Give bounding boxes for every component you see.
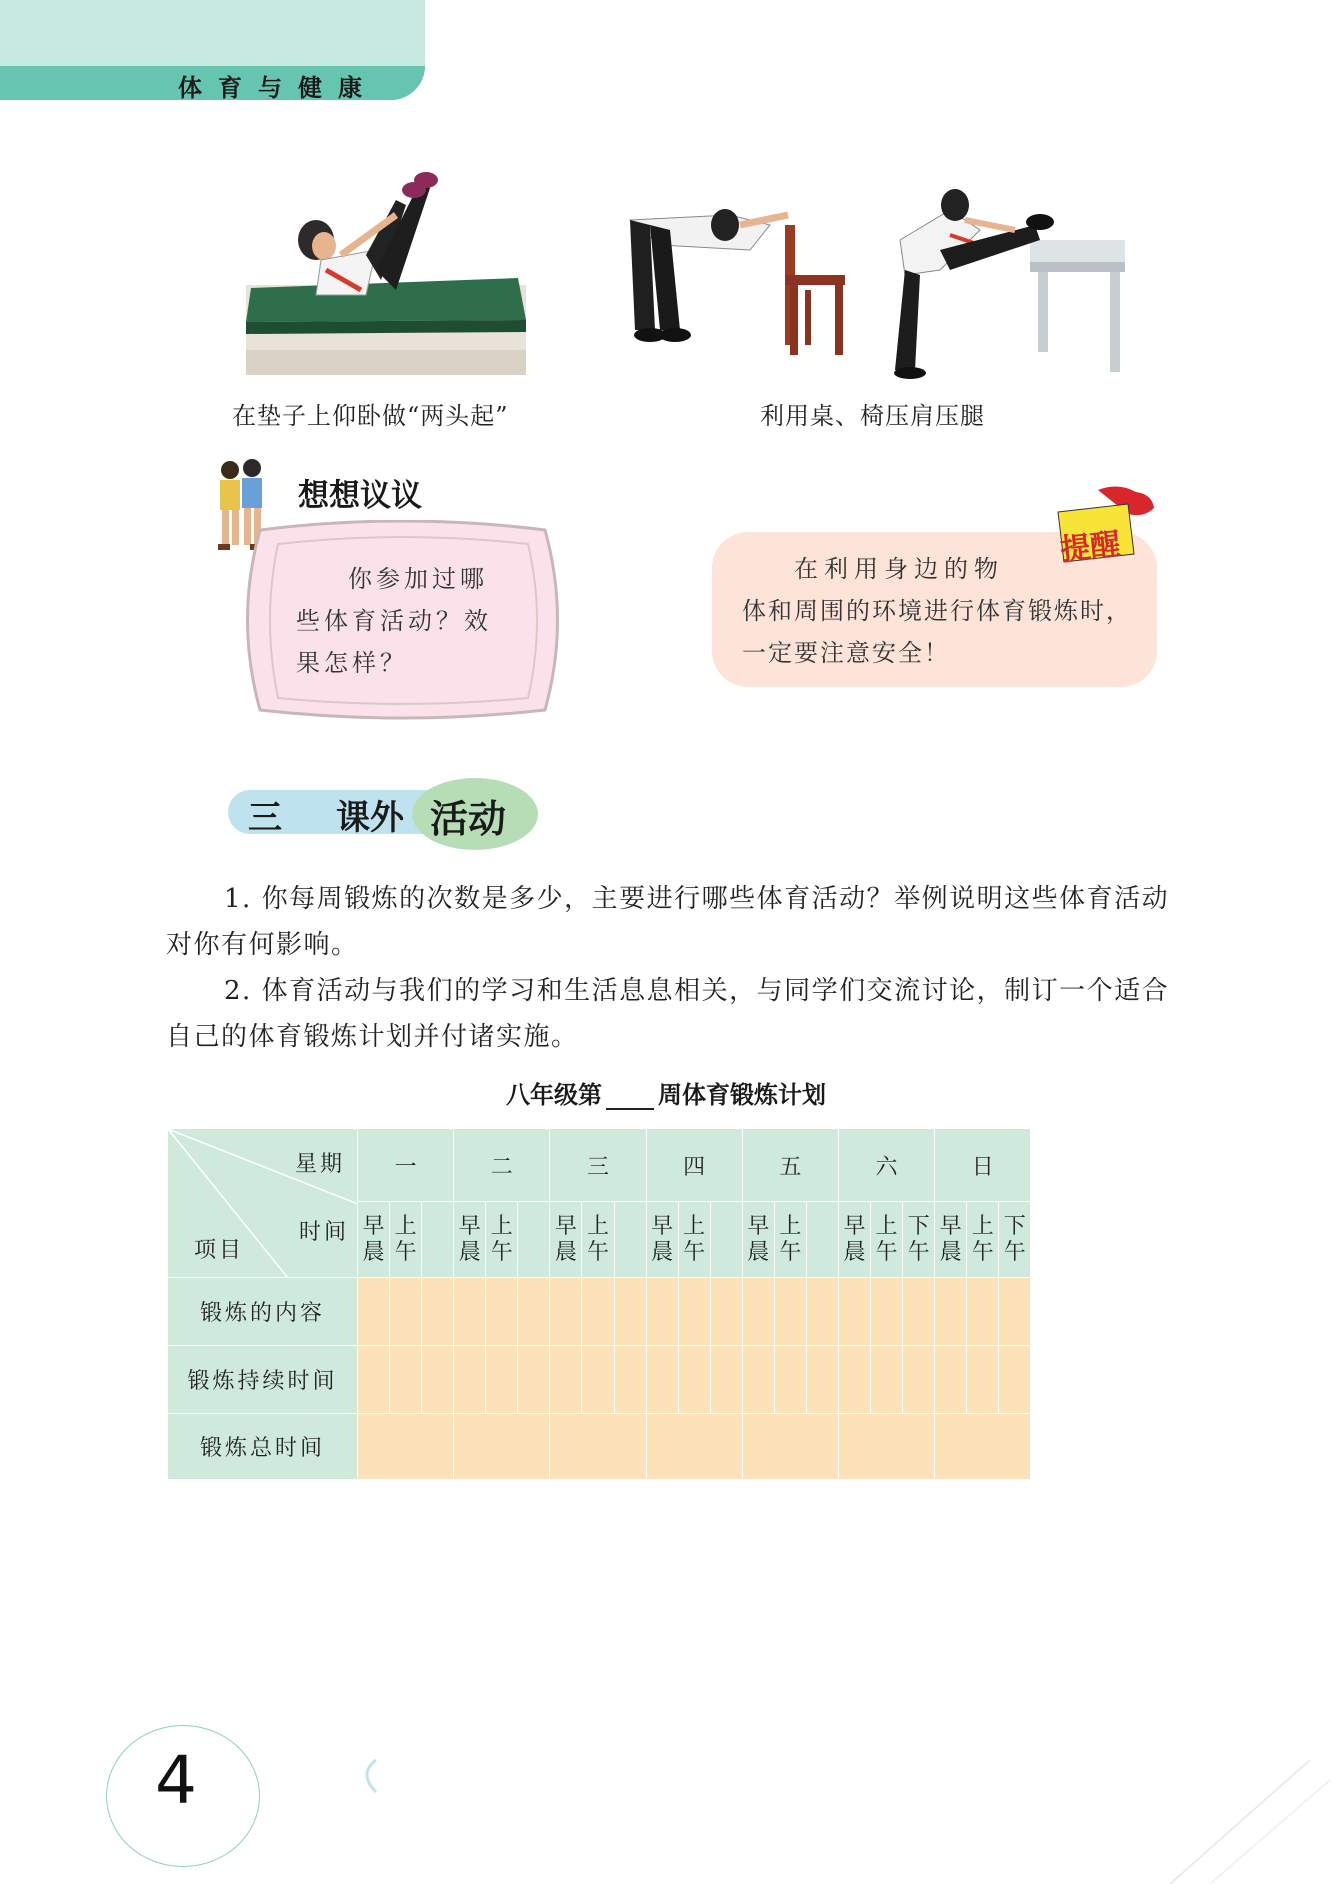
plan-cell[interactable] [550,1278,582,1346]
week-blank [606,1086,654,1110]
plan-cell[interactable] [935,1414,1031,1480]
plan-cell[interactable] [903,1346,935,1414]
plan-cell[interactable] [358,1346,390,1414]
plan-cell[interactable] [454,1414,550,1480]
plan-cell[interactable] [646,1346,678,1414]
slot-empty [710,1202,742,1278]
slot-early: 早 晨 [550,1202,582,1278]
think-title: 想想议议 [298,478,422,514]
plan-cell[interactable] [678,1346,710,1414]
plan-cell[interactable] [742,1346,774,1414]
slot-empty [806,1202,838,1278]
slot-empty [518,1202,550,1278]
plan-cell[interactable] [550,1414,646,1480]
slot-morning: 上 午 [486,1202,518,1278]
plan-cell[interactable] [903,1278,935,1346]
table-row [168,1346,1192,1414]
corner-time: 时间 [298,1220,349,1245]
plan-cell[interactable] [935,1278,967,1346]
row-label: 锻炼总时间 [168,1414,358,1480]
remind-line-1: 在利用身边的物 [794,555,1004,583]
page-number: 4 [155,1742,197,1819]
plan-cell[interactable] [454,1346,486,1414]
plan-cell[interactable] [646,1278,678,1346]
slot-morning: 上 午 [582,1202,614,1278]
remind-line-2: 体和周围的环境进行体育锻炼时，一定要注意安全！ [742,597,1132,667]
plan-cell[interactable] [967,1278,999,1346]
plan-cell[interactable] [614,1346,646,1414]
slot-early: 早 晨 [838,1202,870,1278]
day-header: 三 [550,1129,646,1202]
slot-morning: 上 午 [774,1202,806,1278]
plan-cell[interactable] [871,1278,903,1346]
corner-weekday: 星期 [294,1152,345,1177]
plan-cell[interactable] [550,1346,582,1414]
stretch-caption: 利用桌、椅压肩压腿 [760,402,985,430]
slot-afternoon: 下 午 [903,1202,935,1278]
day-header: 六 [838,1129,934,1202]
slot-empty [422,1202,454,1278]
plan-cell[interactable] [678,1278,710,1346]
decorative-corner-lines [1170,1750,1330,1884]
day-header: 二 [454,1129,550,1202]
section-number: 三 [248,798,282,838]
plan-cell[interactable] [742,1278,774,1346]
plan-cell[interactable] [358,1278,390,1346]
table-row [168,1278,1192,1346]
plan-cell[interactable] [390,1278,422,1346]
corner-item: 项目 [194,1238,245,1263]
plan-cell[interactable] [871,1346,903,1414]
plan-cell[interactable] [390,1346,422,1414]
situp-photo [246,160,531,375]
stretch-photo [620,180,1130,380]
plan-cell[interactable] [582,1278,614,1346]
plan-cell[interactable] [422,1278,454,1346]
plan-cell[interactable] [710,1346,742,1414]
slot-morning: 上 午 [871,1202,903,1278]
plan-cell[interactable] [999,1278,1031,1346]
plan-cell[interactable] [518,1278,550,1346]
row-label: 锻炼持续时间 [168,1346,358,1414]
table-row [168,1414,1192,1480]
day-header: 日 [935,1129,1031,1202]
plan-cell[interactable] [774,1346,806,1414]
slot-morning: 上 午 [390,1202,422,1278]
plan-cell[interactable] [358,1414,454,1480]
situp-caption: 在垫子上仰卧做“两头起” [232,402,509,430]
slot-empty [614,1202,646,1278]
plan-cell[interactable] [742,1414,838,1480]
slot-morning: 上 午 [678,1202,710,1278]
plan-cell[interactable] [646,1414,742,1480]
plan-cell[interactable] [486,1346,518,1414]
slot-early: 早 晨 [742,1202,774,1278]
plan-cell[interactable] [999,1346,1031,1414]
plan-cell[interactable] [710,1278,742,1346]
day-header: 五 [742,1129,838,1202]
section-title-b: 活动 [430,797,507,841]
plan-cell[interactable] [582,1346,614,1414]
paragraph-1: 1. 你每周锻炼的次数是多少，主要进行哪些体育活动？举例说明这些体育活动对你有何影响。 [166,884,1170,960]
plan-cell[interactable] [967,1346,999,1414]
table-title-pre: 八年级第 [506,1081,602,1109]
slot-afternoon: 下 午 [999,1202,1031,1278]
plan-cell[interactable] [486,1278,518,1346]
table-title [0,1075,1332,1110]
plan-cell[interactable] [806,1278,838,1346]
remind-badge-label: 提醒 [1058,526,1123,569]
day-header: 四 [646,1129,742,1202]
plan-cell[interactable] [774,1278,806,1346]
book-title: 体育与健康 [178,74,378,102]
slot-morning: 上 午 [967,1202,999,1278]
plan-cell[interactable] [806,1346,838,1414]
plan-cell[interactable] [838,1414,934,1480]
table-title-post: 周体育锻炼计划 [658,1081,826,1109]
slot-early: 早 晨 [454,1202,486,1278]
section-title-a: 课外 [336,798,404,838]
plan-cell[interactable] [838,1278,870,1346]
think-text: 你参加过哪些体育活动？效果怎样？ [296,565,492,677]
row-label: 锻炼的内容 [168,1278,358,1346]
plan-table [167,1128,1192,1480]
plan-cell[interactable] [518,1346,550,1414]
slot-early: 早 晨 [935,1202,967,1278]
plan-cell[interactable] [614,1278,646,1346]
remind-text [742,548,1142,674]
plan-cell[interactable] [838,1346,870,1414]
plan-cell[interactable] [422,1346,454,1414]
slot-early: 早 晨 [358,1202,390,1278]
day-header: 一 [358,1129,454,1202]
plan-cell[interactable] [454,1278,486,1346]
table-corner [168,1129,358,1278]
plan-cell[interactable] [935,1346,967,1414]
slot-early: 早 晨 [646,1202,678,1278]
paragraph-2: 2. 体育活动与我们的学习和生活息息相关，与同学们交流讨论，制订一个适合自己的体育锻炼计划并付诸实施。 [166,976,1170,1052]
decorative-arc [356,1756,396,1796]
